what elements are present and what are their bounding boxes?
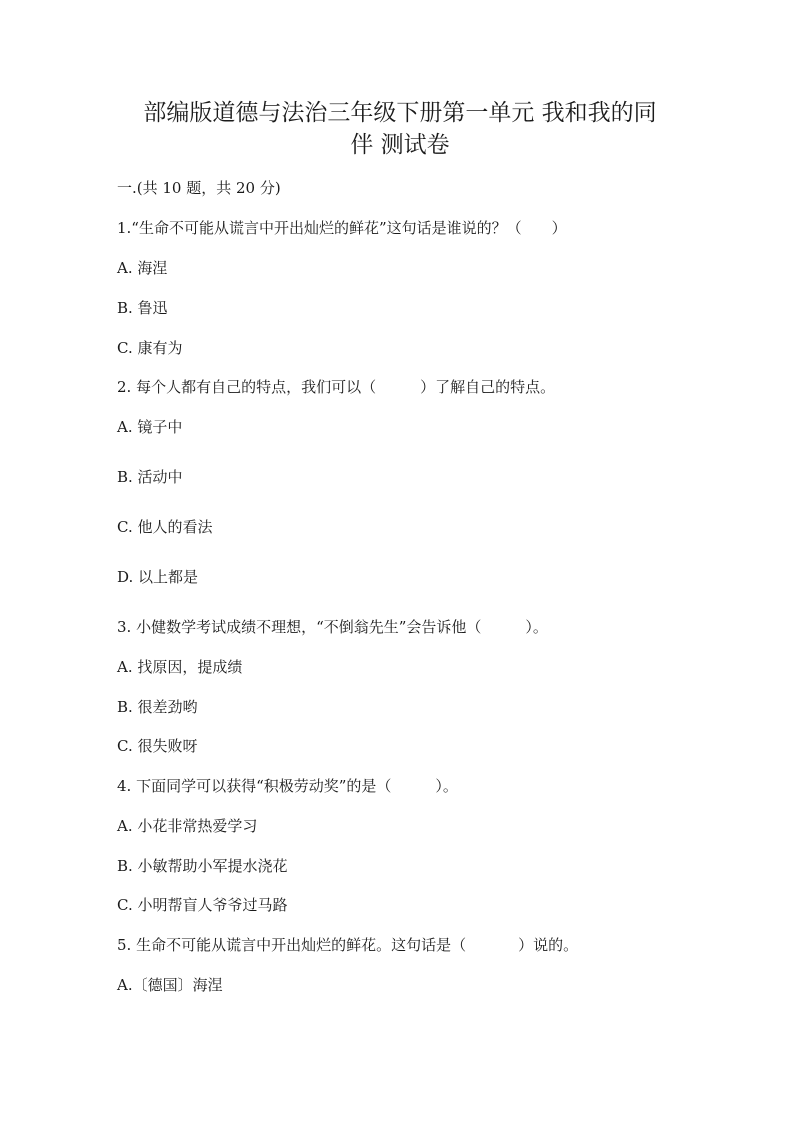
question-3-option-a: A. 找原因，提成绩 [117, 658, 243, 676]
question-3-option-b: B. 很差劲哟 [117, 698, 198, 716]
question-1-stem-after: ） [551, 219, 567, 237]
question-5-option-a: A.〔德国〕海涅 [117, 976, 223, 994]
question-1-option-a: A. 海涅 [117, 259, 168, 277]
question-2-option-b: B. 活动中 [117, 468, 183, 486]
question-2-option-d: D. 以上都是 [117, 568, 199, 586]
exam-title-line-2: 伴 测试卷 [350, 132, 450, 158]
question-5-stem [117, 935, 578, 955]
question-5-stem-before: 5. 生命不可能从谎言中开出灿烂的鲜花。这句话是（ [117, 936, 467, 954]
question-2-stem-after: ）了解自己的特点。 [420, 378, 556, 396]
question-1-stem-before: 1.“生命不可能从谎言中开出灿烂的鲜花”这句话是谁说的？（ [117, 219, 522, 237]
question-3-stem [117, 617, 548, 637]
question-3-stem-after: ）。 [525, 618, 548, 636]
question-2-option-a: A. 镜子中 [117, 418, 183, 436]
question-1-option-c: C. 康有为 [117, 339, 183, 357]
question-2-option-c: C. 他人的看法 [117, 518, 213, 536]
question-1-option-b: B. 鲁迅 [117, 299, 168, 317]
section-heading: 一.(共 10 题，共 20 分) [117, 179, 281, 197]
question-3-option-c: C. 很失败呀 [117, 737, 198, 755]
question-4-stem-after: ）。 [435, 777, 458, 795]
question-1-stem [117, 218, 567, 238]
question-5-stem-after: ）说的。 [518, 936, 579, 954]
question-2-stem-before: 2. 每个人都有自己的特点，我们可以（ [117, 378, 377, 396]
question-4-option-c: C. 小明帮盲人爷爷过马路 [117, 896, 288, 914]
exam-title-line-1: 部编版道德与法治三年级下册第一单元 我和我的同 [143, 100, 657, 126]
question-4-option-b: B. 小敏帮助小军提水浇花 [117, 857, 288, 875]
question-4-stem-before: 4. 下面同学可以获得“积极劳动奖”的是（ [117, 777, 392, 795]
question-4-option-a: A. 小花非常热爱学习 [117, 817, 258, 835]
question-3-stem-before: 3. 小健数学考试成绩不理想，“不倒翁先生”会告诉他（ [117, 618, 482, 636]
question-4-stem [117, 776, 458, 796]
question-2-stem [117, 377, 555, 397]
